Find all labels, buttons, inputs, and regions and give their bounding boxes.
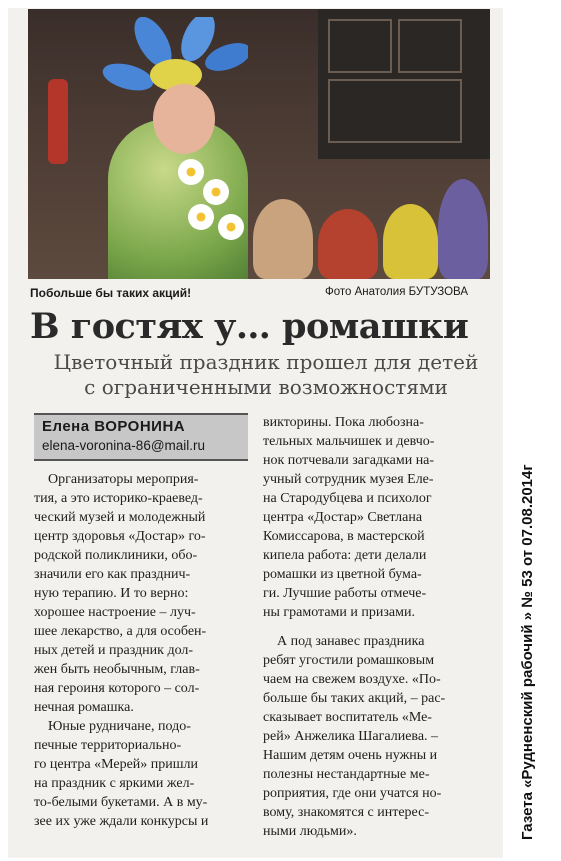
text-line: учный сотрудник музея Еле- — [263, 472, 434, 487]
text-line: то-белыми букетами. А в му- — [34, 795, 208, 810]
daisy-icon — [203, 179, 229, 205]
daisy-icon — [178, 159, 204, 185]
source-note: Газета «Рудненский рабочий » № 53 от 07.08.2014г — [519, 464, 536, 840]
text-line: ги. Лучшие работы отмече- — [263, 586, 427, 601]
photo-credit: Фото Анатолия БУТУЗОВА — [325, 286, 469, 298]
text-line: Комиссарова, в мастерской — [263, 529, 425, 544]
text-line: викторины. Пока любозна- — [263, 415, 424, 430]
text-line: ная героиня которого – сол- — [34, 681, 200, 696]
text-line: Организаторы мероприя- — [48, 472, 199, 487]
text-line: ребят угостили ромашковым — [263, 653, 435, 668]
subhead-line: с ограниченными возможностями — [84, 375, 448, 399]
woman-face — [153, 84, 215, 154]
text-line: значили его как празднич- — [34, 567, 191, 582]
article-subheadline — [36, 350, 496, 400]
text-line: шее лекарство, а для особен- — [34, 624, 207, 639]
daisy-icon — [218, 214, 244, 240]
text-line: го центра «Мерей» пришли — [34, 757, 199, 772]
text-line: Нашим детям очень нужны и — [263, 748, 438, 763]
text-line: нечная ромашка. — [34, 700, 134, 715]
article-photo — [28, 9, 490, 279]
text-line: ческий музей и молодежный — [34, 510, 206, 525]
author-email[interactable]: elena-voronina-86@mail.ru — [42, 438, 206, 453]
text-line: ромашки из цветной бума- — [263, 567, 422, 582]
child-figure — [383, 204, 438, 279]
text-line: хорошее настроение – луч- — [34, 605, 196, 620]
text-line: вому, знакомятся с интерес- — [263, 805, 429, 820]
text-line: ными людьми». — [263, 824, 357, 839]
article-column-right — [263, 413, 494, 841]
daisy-icon — [188, 204, 214, 230]
fire-extinguisher-icon — [48, 79, 68, 164]
author-name: Елена ВОРОНИНА — [42, 418, 186, 435]
text-line: тельных мальчишек и девчо- — [263, 434, 435, 449]
child-figure — [438, 179, 488, 279]
text-line: ную терапию. И то верно: — [34, 586, 189, 601]
text-line: печные территориально- — [34, 738, 182, 753]
text-line: центр здоровья «Достар» го- — [34, 529, 206, 544]
text-line: полезны нестандартные ме- — [263, 767, 430, 782]
text-line: ных детей и праздник дол- — [34, 643, 194, 658]
text-line: рей» Анжелика Шагалиева. – — [263, 729, 439, 744]
text-line: нок потчевали загадками на- — [263, 453, 435, 468]
text-line: чаем на свежем воздухе. «По- — [263, 672, 441, 687]
text-line: на праздник с яркими жел- — [34, 776, 195, 791]
text-line: ны грамотами и призами. — [263, 605, 415, 620]
article-headline: В гостях у… ромашки — [30, 306, 469, 347]
child-figure — [253, 199, 313, 279]
text-line: тия, а это историко-краевед- — [34, 491, 203, 506]
text-line: больше бы таких акций, – рас- — [263, 691, 446, 706]
text-line: жен быть необычным, глав- — [34, 662, 200, 677]
text-line: на Стародубцева и психолог — [263, 491, 432, 506]
child-figure — [318, 209, 378, 279]
byline — [34, 413, 248, 461]
text-line: А под занавес праздника — [277, 634, 425, 649]
photo-caption: Побольше бы таких акций! — [30, 286, 192, 300]
article-column-left — [34, 470, 250, 831]
text-line: Юные рудничане, подо- — [48, 719, 191, 734]
text-line: центра «Достар» Светлана — [263, 510, 423, 525]
text-line: родской поликлиники, обо- — [34, 548, 198, 563]
text-line: сказывает воспитатель «Ме- — [263, 710, 432, 725]
text-line: роприятия, где они учатся но- — [263, 786, 442, 801]
subhead-line: Цветочный праздник прошел для детей — [53, 350, 479, 374]
text-line: зее их уже ждали конкурсы и — [34, 814, 209, 829]
text-line: кипела работа: дети делали — [263, 548, 427, 563]
